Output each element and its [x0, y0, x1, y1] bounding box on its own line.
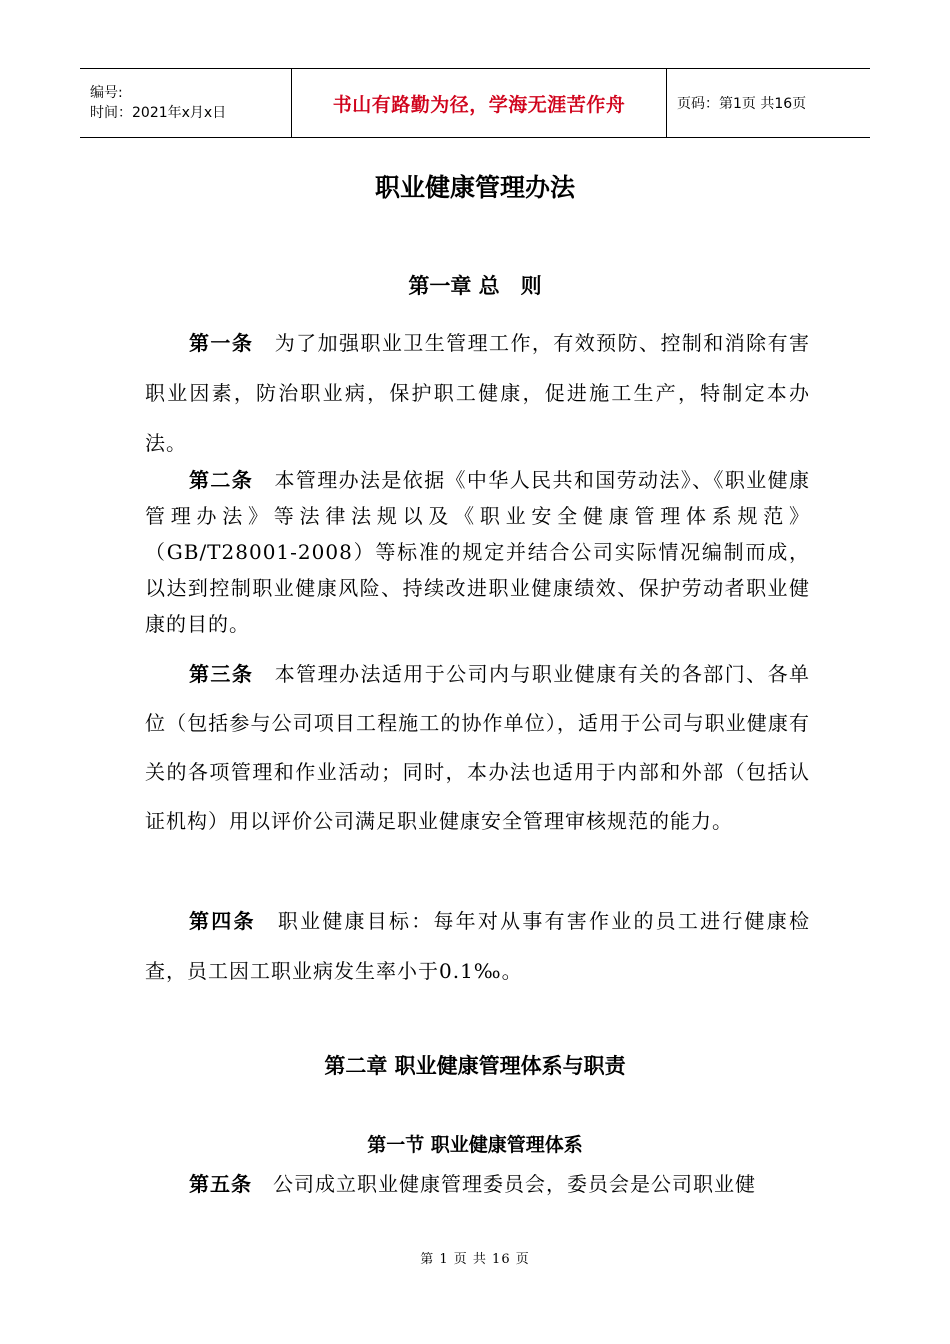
document-header — [80, 68, 870, 138]
motto: 书山有路勤为径，学海无涯苦作舟 — [332, 93, 626, 116]
document-title: 职业健康管理办法 — [374, 173, 575, 202]
article-2 — [145, 462, 810, 642]
page-footer: 第 1 页 共 16 页 — [420, 1252, 530, 1267]
article-4-lead: 第四条 — [189, 909, 256, 933]
number-label: 编号: — [90, 85, 123, 101]
article-1-text: 为了加强职业卫生管理工作，有效预防、控制和消除有害职业因素，防治职业病，保护职工健康，促进施工生产，特制定本办法。 — [145, 331, 811, 455]
article-2-lead: 第二条 — [189, 468, 254, 492]
article-3-lead: 第三条 — [189, 662, 254, 686]
header-page-cell — [667, 69, 870, 137]
article-4-text: 职业健康目标：每年对从事有害作业的员工进行健康检查，员工因工职业病发生率小于0.1‰。 — [145, 909, 811, 983]
article-2-text: 本管理办法是依据《中华人民共和国劳动法》、《职业健康管理办法》等法律法规以及《职业安全健康管理体系规范》（GB/T28001-2008）等标准的规定并结合公司实际情况编制而成，以达到控制职业健康风险、持续改进职业健康绩效、保护劳动者职业健康的目的。 — [145, 468, 811, 636]
chapter-2-title: 第二章 职业健康管理体系与职责 — [324, 1054, 626, 1078]
header-motto-cell — [291, 69, 667, 137]
article-5 — [145, 1166, 810, 1202]
article-5-lead: 第五条 — [189, 1172, 252, 1196]
article-3 — [145, 650, 810, 846]
time-label: 时间：2021年x月x日 — [90, 105, 227, 121]
article-4 — [145, 896, 810, 996]
article-1 — [145, 318, 810, 468]
chapter-1-title: 第一章 总 则 — [408, 274, 542, 298]
section-1-title: 第一节 职业健康管理体系 — [367, 1134, 583, 1156]
article-1-lead: 第一条 — [189, 331, 254, 355]
header-meta — [80, 69, 291, 137]
page-info: 页码：第1页 共16页 — [677, 96, 807, 112]
article-3-text: 本管理办法适用于公司内与职业健康有关的各部门、各单位（包括参与公司项目工程施工的协作单位），适用于公司与职业健康有关的各项管理和作业活动；同时，本办法也适用于内部和外部（包括认证机构）用以评价公司满足职业健康安全管理审核规范的能力。 — [145, 662, 811, 833]
article-5-text: 公司成立职业健康管理委员会，委员会是公司职业健 — [252, 1172, 756, 1196]
